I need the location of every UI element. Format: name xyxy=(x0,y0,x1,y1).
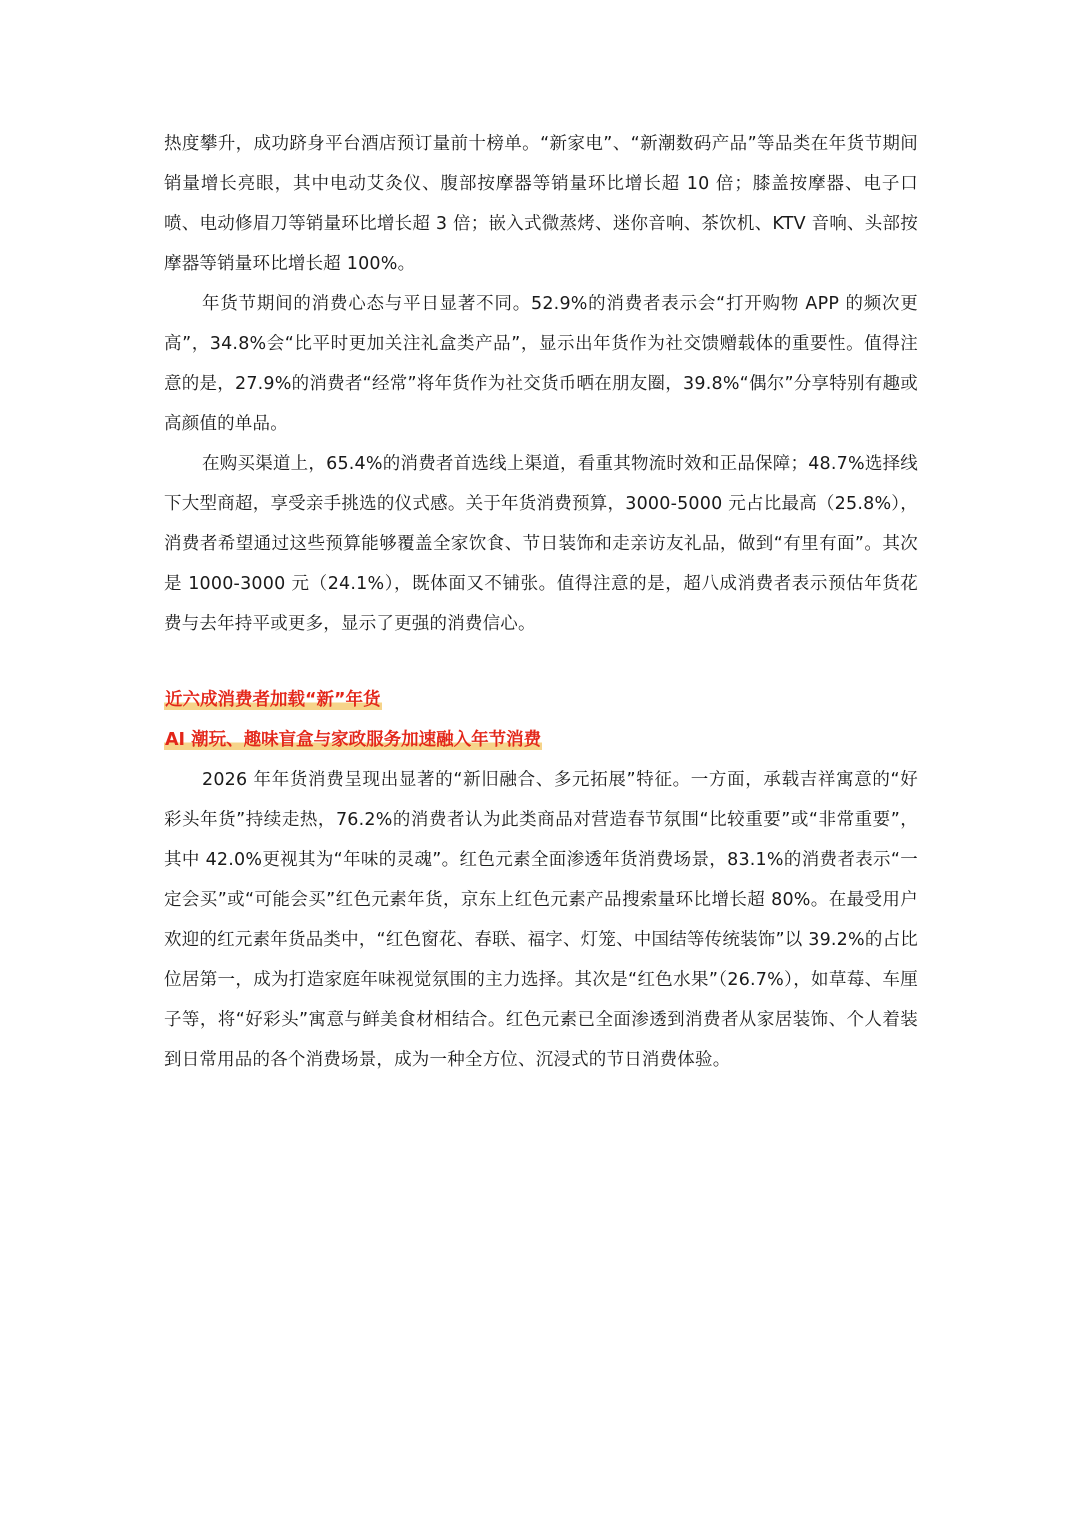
section-gap xyxy=(164,644,918,680)
section-heading-secondary xyxy=(164,720,918,760)
paragraph-continuation: 热度攀升，成功跻身平台酒店预订量前十榜单。“新家电”、“新潮数码产品”等品类在年货节期间销量增长亮眼，其中电动艾灸仪、腹部按摩器等销量环比增长超 10 倍；膝盖按摩器、电子口喷、电动修眉刀等销量环比增长超 3 倍；嵌入式微蒸烤、迷你音响、茶饮机、KTV 音响、头部按摩器等销量环比增长超 100%。 xyxy=(164,134,918,274)
section-heading-primary xyxy=(164,680,918,720)
document-page xyxy=(164,124,918,1080)
paragraph-new-year-goods: 2026 年年货消费呈现出显著的“新旧融合、多元拓展”特征。一方面，承载吉祥寓意的“好彩头年货”持续走热，76.2%的消费者认为此类商品对营造春节氛围“比较重要”或“非常重要”，其中 42.0%更视其为“年味的灵魂”。红色元素全面渗透年货消费场景，83.1%的消费者表示“一定会买”或“可能会买”红色元素年货，京东上红色元素产品搜索量环比增长超 80%。在最受用户欢迎的红元素年货品类中，“红色窗花、春联、福字、灯笼、中国结等传统装饰”以 39.2%的占比位居第一，成为打造家庭年味视觉氛围的主力选择。其次是“红色水果”（26.7%），如草莓、车厘子等，将“好彩头”寓意与鲜美食材相结合。红色元素已全面渗透到消费者从家居装饰、个人着装到日常用品的各个消费场景，成为一种全方位、沉浸式的节日消费体验。 xyxy=(164,770,918,1070)
section-heading-secondary-text: AI 潮玩、趣味盲盒与家政服务加速融入年节消费 xyxy=(165,730,542,750)
paragraph-purchase-channels: 在购买渠道上，65.4%的消费者首选线上渠道，看重其物流时效和正品保障；48.7%选择线下大型商超，享受亲手挑选的仪式感。关于年货消费预算，3000-5000 元占比最高（25.8%），消费者希望通过这些预算能够覆盖全家饮食、节日装饰和走亲访友礼品，做到“有里有面”。其次是 1000-3000 元（24.1%），既体面又不铺张。值得注意的是，超八成消费者表示预估年货花费与去年持平或更多，显示了更强的消费信心。 xyxy=(164,454,918,634)
section-heading-primary-text: 近六成消费者加载“新”年货 xyxy=(165,690,381,710)
paragraph-consumer-mindset: 年货节期间的消费心态与平日显著不同。52.9%的消费者表示会“打开购物 APP 的频次更高”，34.8%会“比平时更加关注礼盒类产品”，显示出年货作为社交馈赠载体的重要性。值得注意的是，27.9%的消费者“经常”将年货作为社交货币晒在朋友圈，39.8%“偶尔”分享特别有趣或高颜值的单品。 xyxy=(164,294,918,434)
